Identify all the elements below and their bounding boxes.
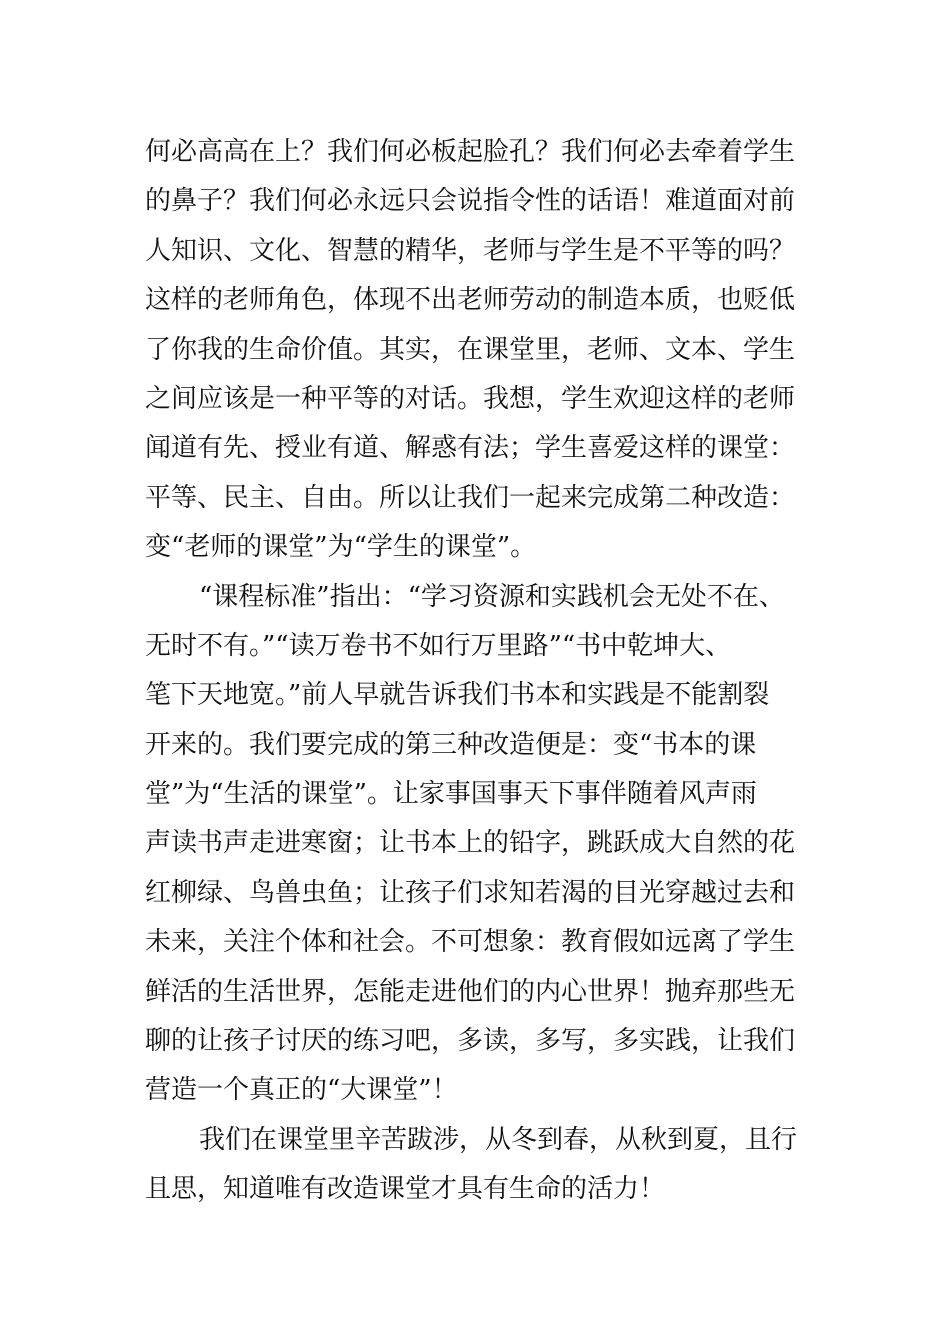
text-line: 之间应该是一种平等的对话。我想，学生欢迎这样的老师 [145, 383, 796, 414]
text-line: 声读书声走进寒窗；让书本上的铅字，跳跃成大自然的花 [145, 828, 796, 859]
text-line: 笔下天地宽。”前人早就告诉我们书本和实践是不能割裂 [145, 680, 770, 711]
text-line: 了你我的生命价值。其实，在课堂里，老师、文本、学生 [145, 334, 796, 365]
text-line: 聊的让孩子讨厌的练习吧，多读，多写，多实践，让我们 [145, 1026, 796, 1057]
text-line: 开来的。我们要完成的第三种改造便是：变“书本的课 [145, 729, 757, 760]
text-line: 人知识、文化、智慧的精华，老师与学生是不平等的吗？ [145, 235, 796, 266]
text-line: 何必高高在上？我们何必板起脸孔？我们何必去牵着学生 [145, 137, 796, 167]
text-line: 未来，关注个体和社会。不可想象：教育假如远离了学生 [145, 927, 796, 958]
text-line: 平等、民主、自由。所以让我们一起来完成第二种改造： [145, 482, 796, 513]
text-line: 的鼻子？我们何必永远只会说指令性的话语！难道面对前 [145, 186, 796, 217]
text-line: 红柳绿、鸟兽虫鱼；让孩子们求知若渴的目光穿越过去和 [145, 877, 796, 908]
text-line: 这样的老师角色，体现不出老师劳动的制造本质，也贬低 [145, 285, 796, 316]
text-line: 堂”为“生活的课堂”。让家事国事天下事伴随着风声雨 [145, 779, 757, 810]
text-line: 且思，知道唯有改造课堂才具有生命的活力！ [145, 1174, 666, 1205]
text-line: 鲜活的生活世界，怎能走进他们的内心世界！抛弃那些无 [145, 976, 796, 1007]
text-line: 无时不有。”“读万卷书不如行万里路”“书中乾坤大、 [145, 630, 732, 661]
text-line: 闻道有先、授业有道、解惑有法；学生喜爱这样的课堂： [145, 433, 796, 464]
body-text [145, 128, 825, 1215]
text-line: 营造一个真正的“大课堂”！ [145, 1075, 458, 1106]
paragraph-start-line: “课程标准”指出：“学习资源和实践机会无处不在、 [199, 581, 785, 612]
text-line: 变“老师的课堂”为“学生的课堂”。 [145, 532, 537, 563]
paragraph-start-line: 我们在课堂里辛苦跋涉，从冬到春，从秋到夏，且行 [199, 1124, 798, 1155]
